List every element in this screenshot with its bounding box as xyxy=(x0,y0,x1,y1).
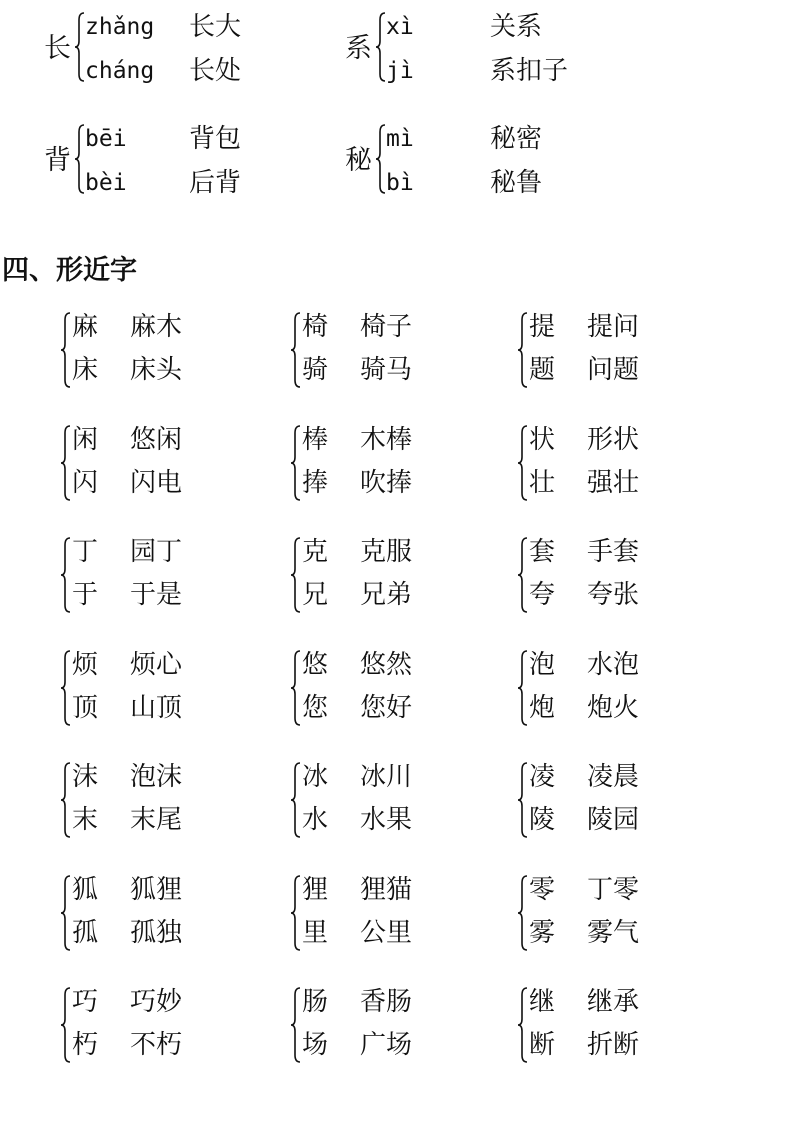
pinyin: mì xyxy=(386,126,414,152)
example-word: 冰川 xyxy=(360,762,413,792)
similar-char: 零 xyxy=(529,875,556,905)
similar-char: 于 xyxy=(72,580,99,610)
similar-char: 冰 xyxy=(302,762,329,792)
similar-char: 题 xyxy=(529,355,556,385)
polyphone-head-char: 长 xyxy=(44,33,71,64)
example-word: 雾气 xyxy=(587,918,640,948)
example-word: 秘鲁 xyxy=(490,168,543,198)
example-word: 形状 xyxy=(587,425,640,455)
example-word: 吹捧 xyxy=(360,468,413,498)
similar-char: 骑 xyxy=(302,355,329,385)
pinyin: jì xyxy=(386,58,414,84)
example-word: 狸猫 xyxy=(360,875,413,905)
similar-char: 继 xyxy=(529,987,556,1017)
example-word: 公里 xyxy=(360,918,413,948)
example-word: 长大 xyxy=(189,12,242,42)
similar-char: 您 xyxy=(302,693,329,723)
similar-char: 巧 xyxy=(72,987,99,1017)
similar-char: 棒 xyxy=(302,425,329,455)
similar-char: 兄 xyxy=(302,580,329,610)
pinyin: bēi xyxy=(85,126,127,152)
example-word: 折断 xyxy=(587,1030,640,1060)
example-word: 烦心 xyxy=(130,650,183,680)
similar-char: 狸 xyxy=(302,875,329,905)
example-word: 您好 xyxy=(360,693,413,723)
example-word: 麻木 xyxy=(130,312,183,342)
similar-char: 沫 xyxy=(72,762,99,792)
example-word: 山顶 xyxy=(130,693,183,723)
example-word: 长处 xyxy=(189,56,242,86)
pinyin: bì xyxy=(386,170,414,196)
section-title: 四、形近字 xyxy=(2,255,137,286)
similar-char: 泡 xyxy=(529,650,556,680)
example-word: 闪电 xyxy=(130,468,183,498)
similar-char: 状 xyxy=(529,425,556,455)
example-word: 继承 xyxy=(587,987,640,1017)
example-word: 强壮 xyxy=(587,468,640,498)
pinyin: bèi xyxy=(85,170,127,196)
similar-char: 悠 xyxy=(302,650,329,680)
example-word: 木棒 xyxy=(360,425,413,455)
example-word: 于是 xyxy=(130,580,183,610)
example-word: 凌晨 xyxy=(587,762,640,792)
example-word: 园丁 xyxy=(130,537,183,567)
similar-char: 孤 xyxy=(72,918,99,948)
similar-char: 麻 xyxy=(72,312,99,342)
example-word: 椅子 xyxy=(360,312,413,342)
polyphone-head-char: 秘 xyxy=(345,145,372,176)
example-word: 夸张 xyxy=(587,580,640,610)
example-word: 骑马 xyxy=(360,355,413,385)
pinyin: cháng xyxy=(85,58,155,84)
polyphone-head-char: 系 xyxy=(345,33,372,64)
similar-char: 夸 xyxy=(529,580,556,610)
example-word: 丁零 xyxy=(587,875,640,905)
example-word: 手套 xyxy=(587,537,640,567)
example-word: 广场 xyxy=(360,1030,413,1060)
similar-char: 水 xyxy=(302,805,329,835)
example-word: 系扣子 xyxy=(490,56,569,86)
similar-char: 椅 xyxy=(302,312,329,342)
example-word: 水泡 xyxy=(587,650,640,680)
example-word: 孤独 xyxy=(130,918,183,948)
similar-char: 提 xyxy=(529,312,556,342)
pinyin: zhǎng xyxy=(85,14,155,40)
example-word: 泡沫 xyxy=(130,762,183,792)
similar-char: 闲 xyxy=(72,425,99,455)
example-word: 末尾 xyxy=(130,805,183,835)
example-word: 背包 xyxy=(189,124,242,154)
example-word: 兄弟 xyxy=(360,580,413,610)
example-word: 狐狸 xyxy=(130,875,183,905)
similar-char: 炮 xyxy=(529,693,556,723)
polyphone-head-char: 背 xyxy=(44,145,71,176)
example-word: 不朽 xyxy=(130,1030,183,1060)
similar-char: 凌 xyxy=(529,762,556,792)
similar-char: 狐 xyxy=(72,875,99,905)
similar-char: 里 xyxy=(302,918,329,948)
example-word: 问题 xyxy=(587,355,640,385)
similar-char: 雾 xyxy=(529,918,556,948)
example-word: 床头 xyxy=(130,355,183,385)
example-word: 克服 xyxy=(360,537,413,567)
example-word: 香肠 xyxy=(360,987,413,1017)
similar-char: 闪 xyxy=(72,468,99,498)
example-word: 陵园 xyxy=(587,805,640,835)
similar-char: 朽 xyxy=(72,1030,99,1060)
example-word: 秘密 xyxy=(490,124,543,154)
similar-char: 丁 xyxy=(72,537,99,567)
similar-char: 断 xyxy=(529,1030,556,1060)
similar-char: 末 xyxy=(72,805,99,835)
example-word: 巧妙 xyxy=(130,987,183,1017)
example-word: 关系 xyxy=(490,12,543,42)
similar-char: 套 xyxy=(529,537,556,567)
similar-char: 陵 xyxy=(529,805,556,835)
example-word: 悠然 xyxy=(360,650,413,680)
example-word: 提问 xyxy=(587,312,640,342)
similar-char: 场 xyxy=(302,1030,329,1060)
similar-char: 捧 xyxy=(302,468,329,498)
similar-char: 壮 xyxy=(529,468,556,498)
similar-char: 床 xyxy=(72,355,99,385)
pinyin: xì xyxy=(386,14,414,40)
similar-char: 克 xyxy=(302,537,329,567)
example-word: 悠闲 xyxy=(130,425,183,455)
example-word: 后背 xyxy=(189,168,242,198)
example-word: 水果 xyxy=(360,805,413,835)
similar-char: 烦 xyxy=(72,650,99,680)
similar-char: 顶 xyxy=(72,693,99,723)
example-word: 炮火 xyxy=(587,693,640,723)
similar-char: 肠 xyxy=(302,987,329,1017)
